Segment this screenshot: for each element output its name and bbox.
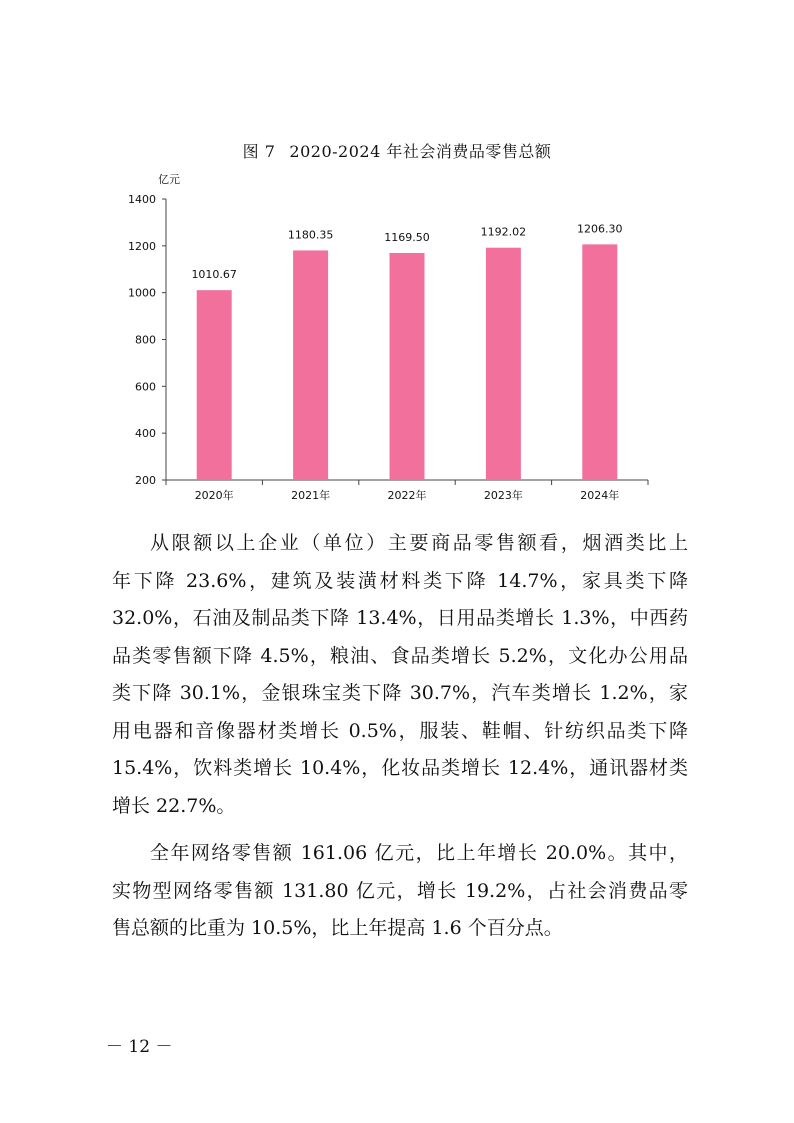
x-tick-label: 2020年 xyxy=(194,489,234,502)
bar-2020年 xyxy=(197,290,232,480)
paragraph-line: 从限额以上企业（单位）主要商品零售额看，烟酒类比上 xyxy=(150,532,688,554)
x-tick-label: 2024年 xyxy=(580,489,620,502)
bar-2024年 xyxy=(582,244,617,480)
figure-caption: 2020-2024 年社会消费品零售总额 xyxy=(289,142,552,161)
y-axis-unit-label: 亿元 xyxy=(158,173,180,186)
x-tick-label: 2022年 xyxy=(387,489,427,502)
y-tick-label: 800 xyxy=(135,333,156,347)
bars xyxy=(191,222,622,480)
paragraph-line: 32.0%，石油及制品类下降 13.4%，日用品类增长 1.3%，中西药 xyxy=(112,607,688,629)
bar-value-label: 1169.50 xyxy=(384,230,430,244)
x-tick-label: 2021年 xyxy=(291,489,331,502)
bar-2023年 xyxy=(486,248,521,480)
bar-value-label: 1010.67 xyxy=(191,268,237,282)
paragraph-line: 售总额的比重为 10.5%，比上年提高 1.6 个百分点。 xyxy=(112,917,563,939)
bar-value-label: 1206.30 xyxy=(577,222,623,236)
bar-value-label: 1180.35 xyxy=(287,228,334,242)
paragraph-commodity-sales xyxy=(112,525,688,825)
retail-sales-bar-chart xyxy=(0,0,794,520)
paragraph-line: 类下降 30.1%，金银珠宝类下降 30.7%，汽车类增长 1.2%，家 xyxy=(112,682,688,704)
x-axis xyxy=(166,480,648,502)
paragraph-line: 用电器和音像器材类增长 0.5%，服装、鞋帽、针纺织品类下降 xyxy=(112,719,688,742)
bar-2022年 xyxy=(390,253,425,480)
y-tick-label: 1000 xyxy=(128,286,156,300)
paragraph-online-sales xyxy=(112,835,688,948)
paragraph-line: 增长 22.7%。 xyxy=(112,794,236,817)
paragraph-line: 品类零售额下降 4.5%，粮油、食品类增长 5.2%，文化办公用品 xyxy=(112,644,688,667)
page-number: － 12 － xyxy=(106,1037,173,1057)
paragraph-line: 实物型网络零售额 131.80 亿元，增长 19.2%，占社会消费品零 xyxy=(112,879,688,902)
y-tick-label: 1200 xyxy=(128,239,156,253)
x-tick-label: 2023年 xyxy=(483,489,523,502)
figure-number: 图 7 xyxy=(242,142,276,161)
y-tick-label: 600 xyxy=(135,380,156,394)
bar-value-label: 1192.02 xyxy=(480,225,527,239)
paragraph-line: 年下降 23.6%，建筑及装潢材料类下降 14.7%，家具类下降 xyxy=(112,569,688,592)
y-tick-label: 200 xyxy=(135,474,156,487)
paragraph-line: 15.4%，饮料类增长 10.4%，化妆品类增长 12.4%，通讯器材类 xyxy=(112,757,688,779)
bar-2021年 xyxy=(293,250,328,480)
y-axis xyxy=(128,193,166,487)
paragraph-line: 全年网络零售额 161.06 亿元，比上年增长 20.0%。其中， xyxy=(150,842,688,864)
y-tick-label: 1400 xyxy=(128,193,156,206)
y-tick-label: 400 xyxy=(135,427,156,441)
